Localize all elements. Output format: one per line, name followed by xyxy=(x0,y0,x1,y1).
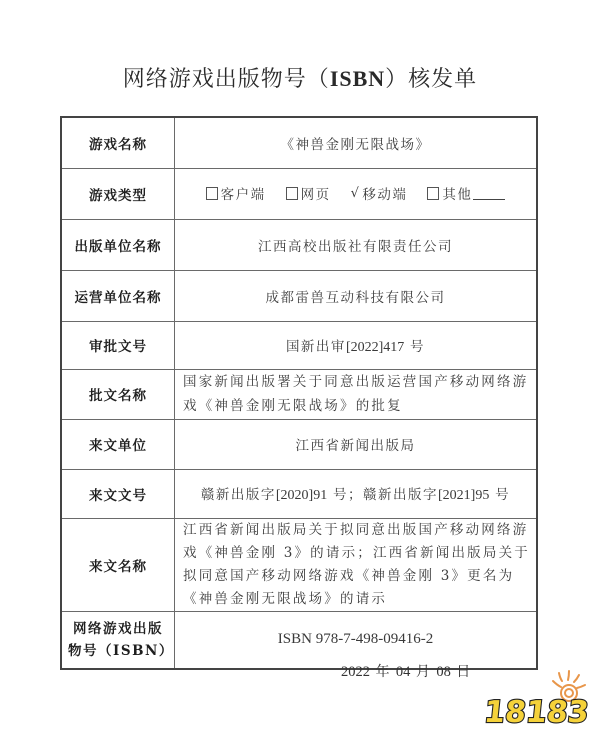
option-other xyxy=(427,183,505,203)
isbn-issuance-form xyxy=(60,116,538,670)
approval-num: [2022]417 xyxy=(345,339,405,355)
row-game-type xyxy=(61,168,537,219)
label-operator: 运营单位名称 xyxy=(61,270,175,321)
date-month-unit: 月 xyxy=(410,664,437,680)
game-type-options xyxy=(206,183,506,203)
row-source-title xyxy=(61,518,537,611)
label-source-title: 来文名称 xyxy=(61,518,175,611)
label-isbn xyxy=(61,611,175,669)
value-source-number xyxy=(175,469,538,518)
option-mobile xyxy=(351,183,408,203)
approval-prefix: 国新出审 xyxy=(285,338,346,355)
source-num-2-prefix: 赣新出版字 xyxy=(363,487,438,503)
option-client xyxy=(206,183,266,203)
value-operator: 成都雷兽互动科技有限公司 xyxy=(175,270,538,321)
unchecked-box-icon xyxy=(427,187,439,200)
checkmark-icon: √ xyxy=(350,185,361,201)
unchecked-box-icon xyxy=(206,187,218,200)
row-game-name xyxy=(61,117,537,168)
label-isbn-line1: 网络游戏出版 xyxy=(73,620,163,637)
date-day-unit: 日 xyxy=(450,664,472,680)
value-approval-number xyxy=(175,321,538,369)
row-source-unit xyxy=(61,419,537,469)
unchecked-box-icon xyxy=(286,187,298,200)
date-day: 08 xyxy=(436,664,451,680)
option-client-label: 客户端 xyxy=(220,187,266,204)
row-approval-title xyxy=(61,369,537,419)
document-title xyxy=(0,62,600,93)
other-blank-line xyxy=(473,187,505,200)
option-other-label: 其他 xyxy=(442,187,473,204)
date-month: 04 xyxy=(395,664,411,680)
label-approval-title: 批文名称 xyxy=(61,369,175,419)
label-publisher: 出版单位名称 xyxy=(61,219,175,270)
label-game-name: 游戏名称 xyxy=(61,117,175,168)
value-source-title: 江西省新闻出版局关于拟同意出版国产移动网络游戏《神兽金刚 3》的请示；江西省新闻出版局关于拟同意国产移动网络游戏《神兽金刚 3》更名为《神兽金刚无限战场》的请示 xyxy=(175,518,538,611)
label-approval-number: 审批文号 xyxy=(61,321,175,369)
watermark-18183-logo xyxy=(485,667,590,727)
source-num-2-suffix: 号 xyxy=(489,487,511,503)
source-num-1-prefix: 赣新出版字 xyxy=(200,487,276,503)
source-num-1: [2020]91 xyxy=(275,488,328,503)
value-source-unit: 江西省新闻出版局 xyxy=(175,419,538,469)
row-source-number xyxy=(61,469,537,518)
option-mobile-label: 移动端 xyxy=(362,187,408,204)
value-game-type xyxy=(175,168,538,219)
row-approval-number xyxy=(61,321,537,369)
row-publisher xyxy=(61,219,537,270)
value-publisher: 江西高校出版社有限责任公司 xyxy=(175,219,538,270)
date-year: 2022 xyxy=(341,664,370,680)
source-num-2: [2021]95 xyxy=(438,488,490,503)
title-isbn: ISBN xyxy=(329,66,386,91)
label-isbn-line2: 物号（ISBN） xyxy=(68,642,174,659)
option-web-label: 网页 xyxy=(300,187,331,204)
sun-burst-icon xyxy=(485,667,590,727)
label-source-unit: 来文单位 xyxy=(61,419,175,469)
label-game-type: 游戏类型 xyxy=(61,168,175,219)
label-source-number: 来文文号 xyxy=(61,469,175,518)
value-approval-title: 国家新闻出版署关于同意出版运营国产移动网络游戏《神兽金刚无限战场》的批复 xyxy=(175,369,538,419)
source-num-1-suffix: 号； xyxy=(327,487,363,503)
logo-text: 18183 xyxy=(485,695,590,727)
date-year-unit: 年 xyxy=(370,664,396,680)
approval-suffix: 号 xyxy=(404,338,426,355)
row-operator xyxy=(61,270,537,321)
issue-date xyxy=(341,661,471,681)
title-prefix: 网络游戏出版物号（ xyxy=(122,67,330,92)
value-game-name: 《神兽金刚无限战场》 xyxy=(175,117,538,168)
title-suffix: ）核发单 xyxy=(385,67,478,92)
isbn-number: ISBN 978-7-498-09416-2 xyxy=(277,631,434,648)
option-web xyxy=(286,183,331,203)
